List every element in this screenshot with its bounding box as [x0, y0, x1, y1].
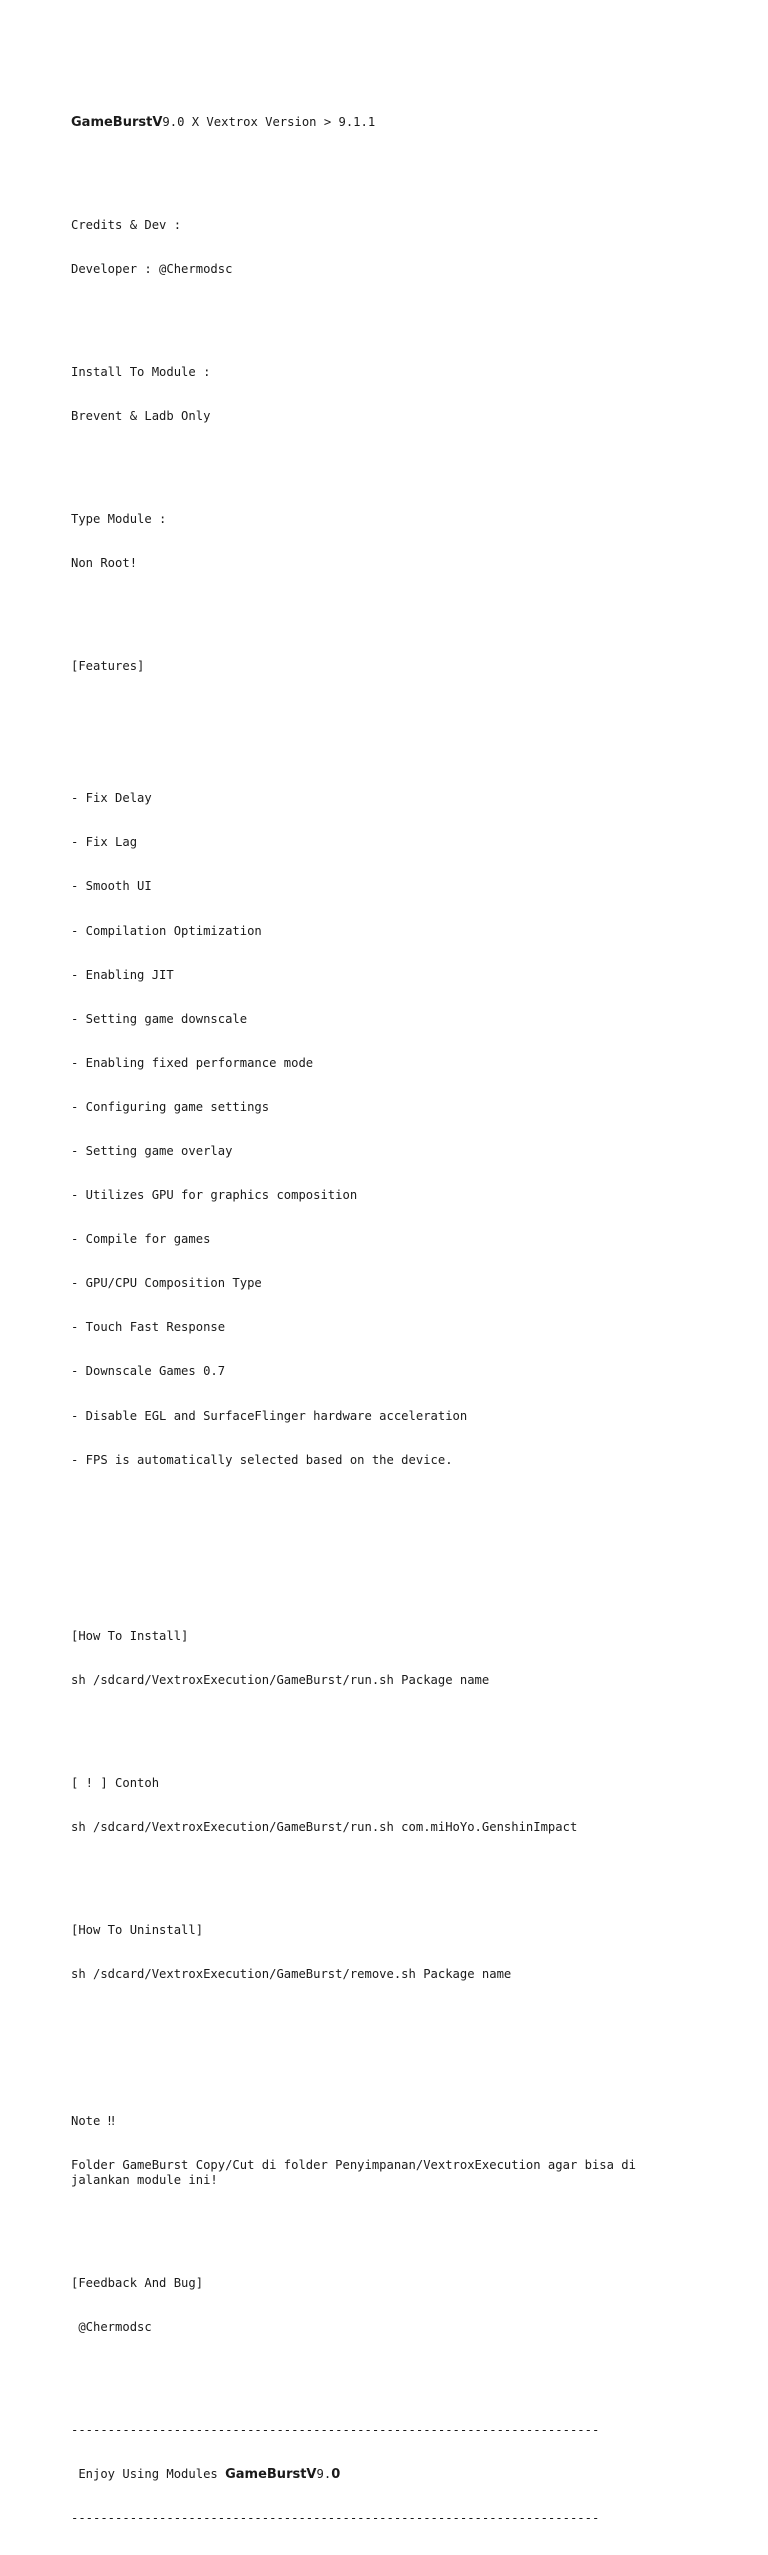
feature-item: - Smooth UI	[71, 879, 152, 894]
feature-item: - Fix Delay	[71, 791, 152, 806]
how-to-install-heading: [How To Install]	[71, 1629, 189, 1644]
example-heading: [ ! ] Contoh	[71, 1776, 160, 1791]
spacer	[71, 1717, 711, 1732]
feature-item: - Compilation Optimization	[71, 923, 262, 938]
type-module-value: Non Root!	[71, 556, 138, 571]
document-body	[71, 71, 711, 2555]
spacer	[71, 703, 711, 718]
credits-heading: Credits & Dev :	[71, 218, 182, 232]
feature-item: - Enabling JIT	[71, 967, 174, 982]
spacer	[71, 2217, 711, 2232]
title-rest: 9.0 X Vextrox Version > 9.1.1	[162, 115, 376, 130]
type-module-heading: Type Module :	[71, 511, 167, 526]
feature-item: - Utilizes GPU for graphics composition	[71, 1188, 358, 1203]
feedback-heading: [Feedback And Bug]	[71, 2275, 204, 2290]
feature-item: - Disable EGL and SurfaceFlinger hardware acceleration	[71, 1408, 468, 1423]
feature-item: - GPU/CPU Composition Type	[71, 1276, 262, 1291]
spacer	[71, 1570, 711, 1585]
enjoy-prefix: Enjoy Using Modules	[71, 2466, 226, 2481]
title-line	[71, 115, 711, 130]
spacer	[71, 453, 711, 468]
feature-item: - Compile for games	[71, 1232, 211, 1247]
install-command: sh /sdcard/VextroxExecution/GameBurst/run.sh Package name	[71, 1673, 490, 1688]
enjoy-version-bold: 0	[331, 2466, 341, 2482]
example-command: sh /sdcard/VextroxExecution/GameBurst/run.sh com.miHoYo.GenshinImpact	[71, 1820, 578, 1835]
features-heading: [Features]	[71, 658, 145, 673]
feature-item: - Setting game overlay	[71, 1144, 233, 1158]
spacer	[71, 2055, 711, 2070]
enjoy-version-plain: 9.	[316, 2466, 332, 2481]
spacer	[71, 1864, 711, 1879]
feature-item: - Downscale Games 0.7	[71, 1364, 226, 1379]
footer-divider-bottom: ------------------------------------------------------------------------	[71, 2510, 600, 2525]
enjoy-module-name: GameBurstV	[225, 2466, 317, 2482]
title-bold: GameBurstV	[71, 115, 163, 131]
spacer	[71, 159, 711, 174]
spacer	[71, 2011, 711, 2026]
note-text: Folder GameBurst Copy/Cut di folder Penyimpanan/VextroxExecution agar bisa di jalankan module ini!	[71, 2158, 644, 2187]
feature-item: - Setting game downscale	[71, 1011, 248, 1026]
feedback-contact: @Chermodsc	[71, 2319, 152, 2334]
features-list	[71, 762, 711, 1497]
spacer	[71, 306, 711, 321]
feature-item: - Fix Lag	[71, 835, 138, 850]
feature-item: - Touch Fast Response	[71, 1320, 226, 1335]
install-module-value: Brevent & Ladb Only	[71, 409, 211, 424]
install-module-heading: Install To Module :	[71, 364, 211, 379]
spacer	[71, 2364, 711, 2379]
feature-item: - Enabling fixed performance mode	[71, 1055, 314, 1070]
spacer	[71, 1526, 711, 1541]
how-to-uninstall-heading: [How To Uninstall]	[71, 1923, 204, 1938]
uninstall-command: sh /sdcard/VextroxExecution/GameBurst/remove.sh Package name	[71, 1967, 512, 1982]
spacer	[71, 600, 711, 615]
developer-line: Developer : @Chermodsc	[71, 262, 233, 277]
feature-item: - FPS is automatically selected based on the device.	[71, 1452, 453, 1467]
feature-item: - Configuring game settings	[71, 1099, 270, 1114]
footer-enjoy-line	[71, 2467, 711, 2482]
footer-divider-top: ------------------------------------------------------------------------	[71, 2422, 600, 2437]
note-heading: Note ‼	[71, 2114, 116, 2129]
